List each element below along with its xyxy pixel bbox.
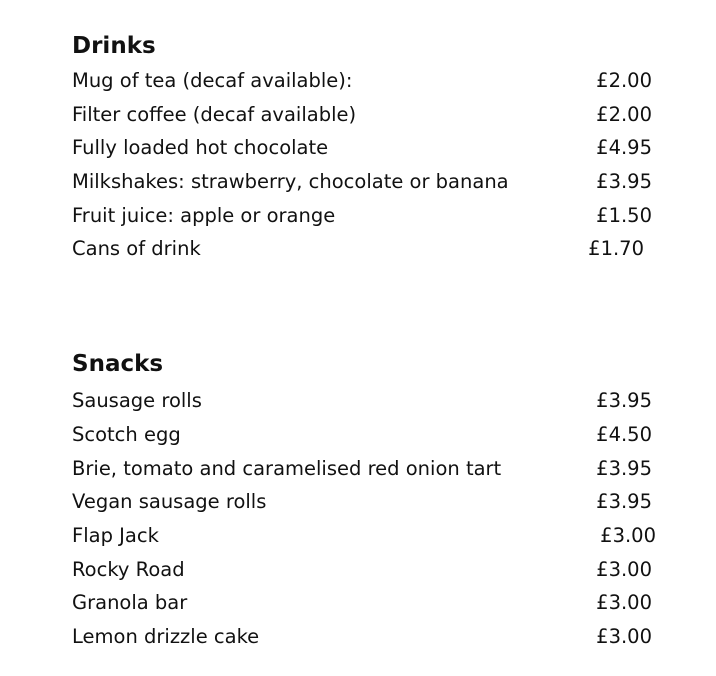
item-name: Fruit juice: apple or orange	[72, 204, 336, 227]
item-price: £3.00	[596, 558, 652, 581]
menu-row	[72, 588, 652, 618]
item-price: £2.00	[596, 103, 652, 126]
menu-row	[72, 555, 652, 585]
item-price: £3.00	[596, 625, 652, 648]
item-name: Brie, tomato and caramelised red onion tart	[72, 457, 502, 480]
menu-row	[72, 420, 652, 450]
item-price: £3.95	[596, 457, 652, 480]
item-price: £3.95	[596, 490, 652, 513]
menu-row	[72, 234, 652, 264]
item-name: Lemon drizzle cake	[72, 625, 260, 648]
item-price: £1.70	[588, 237, 644, 260]
menu-row	[72, 100, 652, 130]
item-price: £3.00	[596, 591, 652, 614]
menu-row	[72, 487, 652, 517]
menu-row	[72, 133, 652, 163]
menu-row	[72, 454, 652, 484]
menu-row	[72, 521, 656, 551]
menu-row	[72, 201, 652, 231]
menu-row	[72, 66, 652, 96]
menu-row	[72, 386, 652, 416]
item-name: Flap Jack	[72, 524, 159, 547]
item-name: Cans of drink	[72, 237, 201, 260]
item-name: Fully loaded hot chocolate	[72, 136, 329, 159]
menu-row	[72, 622, 652, 652]
menu-row	[72, 167, 652, 197]
item-price: £3.95	[596, 389, 652, 412]
section-title-snacks: Snacks	[72, 351, 164, 377]
item-price: £2.00	[596, 69, 652, 92]
item-name: Mug of tea (decaf available):	[72, 69, 353, 92]
item-name: Vegan sausage rolls	[72, 490, 267, 513]
item-name: Scotch egg	[72, 423, 181, 446]
section-title-drinks: Drinks	[72, 33, 156, 59]
item-price: £4.50	[596, 423, 652, 446]
item-price: £4.95	[596, 136, 652, 159]
item-name: Filter coffee (decaf available)	[72, 103, 357, 126]
item-price: £3.95	[596, 170, 652, 193]
item-name: Sausage rolls	[72, 389, 202, 412]
item-price: £3.00	[600, 524, 656, 547]
item-name: Rocky Road	[72, 558, 185, 581]
item-price: £1.50	[596, 204, 652, 227]
item-name: Milkshakes: strawberry, chocolate or banana	[72, 170, 509, 193]
item-name: Granola bar	[72, 591, 188, 614]
